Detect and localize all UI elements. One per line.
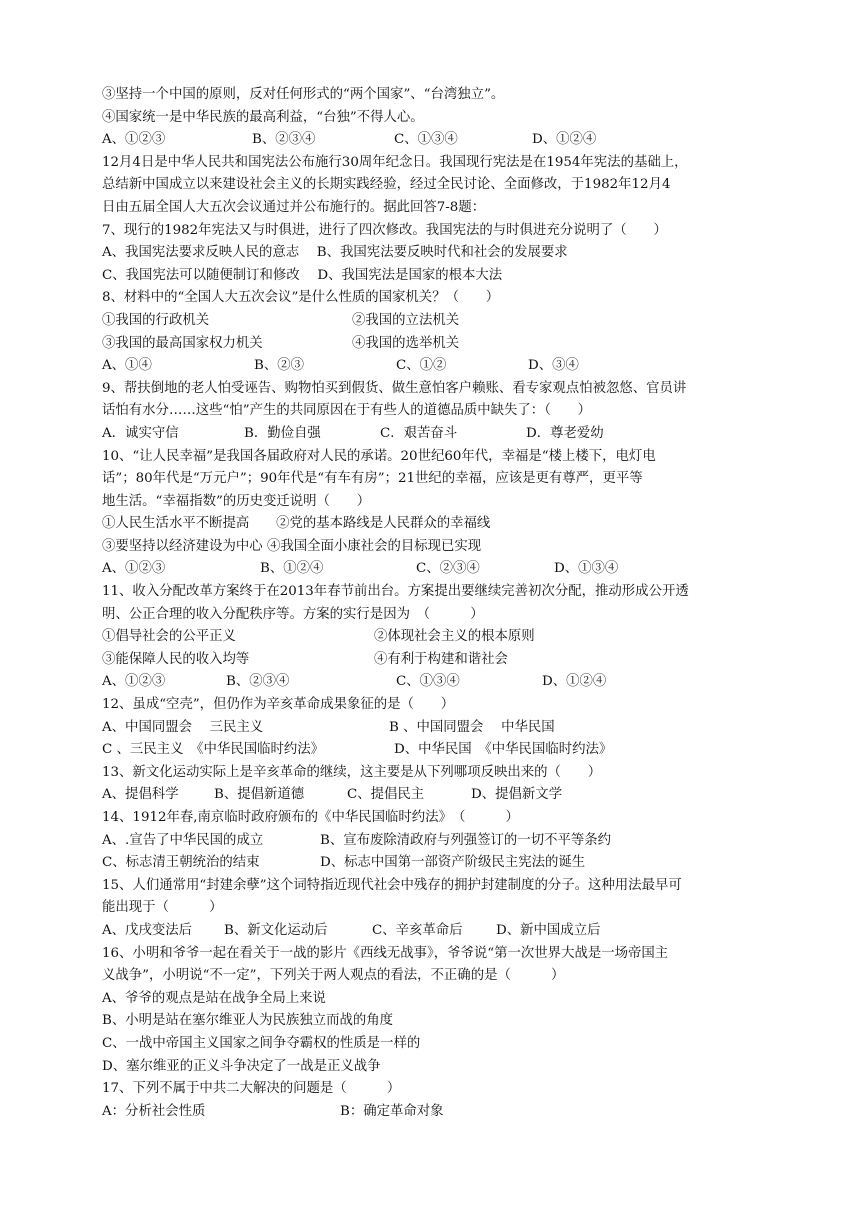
text-line: [102, 107, 782, 130]
option-text: C、①③④: [396, 674, 460, 690]
option-text: A、.宣告了中华民国的成立: [102, 832, 264, 848]
option-text: A、①②③: [102, 674, 166, 690]
option-text: A、①②③: [102, 132, 166, 148]
option-text: C 、三民主义 《中华民国临时约法》: [102, 742, 325, 758]
option-text: ④有利于构建和谐社会: [374, 651, 508, 667]
option-text: A、中国同盟会 三民主义: [102, 719, 264, 735]
text-line: [102, 1101, 782, 1124]
option-text: D、提倡新文学: [471, 787, 563, 803]
option-text: A、戊戌变法后: [102, 922, 193, 938]
line-text: ③坚持一个中国的原则，反对任何形式的“两个国家”、“台湾独立”。: [102, 87, 505, 102]
line-text: 义战争”，小明说“不一定”，下列关于两人观点的看法，不正确的是（ ）: [102, 968, 565, 984]
option-text: ②我国的立法机关: [352, 312, 460, 328]
text-line: [102, 84, 782, 107]
option-text: ①我国的行政机关: [102, 312, 210, 328]
text-line: [102, 717, 782, 740]
text-line: [102, 604, 782, 627]
text-line: [102, 129, 782, 152]
text-line: [102, 694, 782, 717]
line-text: 12月4日是中华人民共和国宪法公布施行30周年纪念日。我国现行宪法是在1954年宪法的基础上，: [102, 154, 688, 170]
text-line: [102, 310, 782, 333]
line-text: 能出现于（ ）: [102, 900, 223, 916]
text-line: [102, 333, 782, 356]
text-line: [102, 1010, 782, 1033]
line-text: ③要坚持以经济建设为中心 ④我国全面小康社会的目标现已实现: [102, 538, 482, 554]
text-line: [102, 830, 782, 853]
line-text: 14、1912年春,南京临时政府颁布的《中华民国临时约法》 （ ）: [102, 810, 519, 825]
text-line: [102, 152, 782, 175]
line-text: 17、下列不属于中共二大解决的问题是（ ）: [102, 1081, 401, 1097]
text-line: [102, 920, 782, 943]
text-line: [102, 965, 782, 988]
text-line: [102, 943, 782, 966]
line-text: 12、虽成“空壳”，但仍作为辛亥革命成果象征的是（ ）: [102, 697, 455, 713]
option-text: ①倡导社会的公平正义: [102, 629, 236, 645]
option-text: C、①③④: [394, 132, 458, 148]
line-text: 话怕有水分……这些“怕”产生的共同原因在于有些人的道德品质中缺失了：（ ）: [102, 403, 592, 419]
text-line: [102, 513, 782, 536]
option-text: ③我国的最高国家权力机关: [102, 335, 263, 351]
text-line: [102, 671, 782, 694]
line-text: 7、现行的1982年宪法又与时俱进，进行了四次修改。我国宪法的与时俱进充分说明了（ ）: [102, 222, 667, 238]
option-text: B、①②④: [260, 561, 324, 577]
option-text: B、宣布废除清政府与列强签订的一切不平等条约: [320, 832, 612, 848]
line-text: 地生活。“幸福指数”的历史变迁说明（ ）: [102, 493, 371, 509]
text-line: [102, 762, 782, 785]
text-line: [102, 807, 782, 830]
line-text: C、一战中帝国主义国家之间争夺霸权的性质是一样的: [102, 1035, 421, 1051]
line-text: ①人民生活水平不断提高 ②党的基本路线是人民群众的幸福线: [102, 516, 491, 532]
option-text: B、②③: [254, 358, 305, 374]
text-line: [102, 468, 782, 491]
option-text: B、新文化运动后: [224, 922, 328, 938]
option-text: D、①③④: [554, 561, 619, 577]
option-text: A、①④: [102, 358, 152, 374]
option-text: D、①②④: [532, 132, 597, 148]
option-text: D、①②④: [542, 674, 607, 690]
text-line: [102, 558, 782, 581]
line-text: ④国家统一是中华民族的最高利益，“台独”不得人心。: [102, 109, 424, 125]
text-line: [102, 897, 782, 920]
line-text: 16、小明和爷爷一起在看关于一战的影片《西线无战事》，爷爷说“第一次世界大战是一场帝国主: [102, 945, 669, 961]
option-text: D．尊老爱幼: [526, 425, 604, 441]
text-line: [102, 581, 782, 604]
line-text: 总结新中国成立以来建设社会主义的长期实践经验，经过全民讨论、全面修改，于1982年12月4: [102, 177, 671, 193]
exam-page: [102, 84, 782, 1123]
line-text: 日由五届全国人大五次会议通过并公布施行的。据此回答7-8题：: [102, 199, 486, 215]
option-text: D、标志中国第一部资产阶级民主宪法的诞生: [320, 855, 586, 871]
option-text: D、③④: [528, 358, 579, 374]
option-text: D、新中国成立后: [496, 922, 601, 938]
line-text: 9、帮扶倒地的老人怕受诬告、购物怕买到假货、做生意怕客户赖账、看专家观点怕被忽悠、官员讲: [102, 380, 687, 396]
text-line: [102, 400, 782, 423]
line-text: 13、新文化运动实际上是辛亥革命的继续，这主要是从下列哪项反映出来的（ ）: [102, 764, 602, 780]
text-line: [102, 626, 782, 649]
text-line: [102, 988, 782, 1011]
text-line: [102, 423, 782, 446]
text-line: [102, 649, 782, 672]
option-text: C、①②: [396, 358, 447, 374]
line-text: D、塞尔维亚的正义斗争决定了一战是正义战争: [102, 1058, 381, 1074]
text-line: [102, 378, 782, 401]
option-text: B：确定革命对象: [340, 1103, 444, 1119]
option-text: C、标志清王朝统治的结束: [102, 855, 260, 871]
text-line: [102, 875, 782, 898]
text-line: [102, 852, 782, 875]
line-text: A、爷爷的观点是站在战争全局上来说: [102, 990, 326, 1006]
line-text: 10、“让人民幸福”是我国各届政府对人民的承诺。20世纪60年代，幸福是“楼上楼下，电灯电: [102, 448, 656, 464]
option-text: C、提倡民主: [347, 787, 425, 803]
text-line: [102, 355, 782, 378]
line-text: A、我国宪法要求反映人民的意志 B、我国宪法要反映时代和社会的发展要求: [102, 245, 568, 261]
option-text: ②体现社会主义的根本原则: [374, 629, 535, 645]
text-line: [102, 174, 782, 197]
line-text: C、我国宪法可以随便制订和修改 D、我国宪法是国家的根本大法: [102, 267, 503, 283]
option-text: B、②③④: [252, 132, 316, 148]
text-line: [102, 287, 782, 310]
text-line: [102, 265, 782, 288]
option-text: B、②③④: [226, 674, 290, 690]
line-text: 明、公正合理的收入分配秩序等。方案的实行是因为 （ ）: [102, 606, 484, 622]
option-text: A．诚实守信: [102, 425, 179, 441]
text-line: [102, 242, 782, 265]
text-line: [102, 1056, 782, 1079]
option-text: A、①②③: [102, 561, 166, 577]
text-line: [102, 1033, 782, 1056]
option-text: ③能保障人民的收入均等: [102, 651, 250, 667]
option-text: B、提倡新道德: [214, 787, 305, 803]
text-line: [102, 491, 782, 514]
text-line: [102, 197, 782, 220]
option-text: D、中华民国 《中华民国临时约法》: [394, 742, 613, 758]
option-text: ④我国的选举机关: [352, 335, 460, 351]
text-line: [102, 739, 782, 762]
option-text: B．勤俭自强: [244, 425, 321, 441]
option-text: A、提倡科学: [102, 787, 179, 803]
line-text: 话”；80年代是“万元户”；90年代是“有车有房”；21世纪的幸福，应该是更有尊严，更平等: [102, 471, 643, 487]
option-text: C、②③④: [416, 561, 480, 577]
text-line: [102, 536, 782, 559]
option-text: C、辛亥革命后: [372, 922, 463, 938]
text-line: [102, 784, 782, 807]
option-text: A：分析社会性质: [102, 1103, 206, 1119]
line-text: 8、材料中的“全国人大五次会议”是什么性质的国家机关？（ ）: [102, 290, 500, 306]
line-text: B、小明是站在塞尔维亚人为民族独立而战的角度: [102, 1013, 394, 1029]
option-text: B 、中国同盟会 中华民国: [389, 719, 555, 735]
text-line: [102, 446, 782, 469]
text-line: [102, 1078, 782, 1101]
line-text: 11、收入分配改革方案终于在2013年春节前出台。方案提出要继续完善初次分配，推动形成公开透: [102, 584, 689, 600]
line-text: 15、人们通常用“封建余孽”这个词特指近现代社会中残存的拥护封建制度的分子。这种用法最早可: [102, 877, 682, 893]
option-text: C．艰苦奋斗: [380, 425, 458, 441]
text-line: [102, 220, 782, 243]
